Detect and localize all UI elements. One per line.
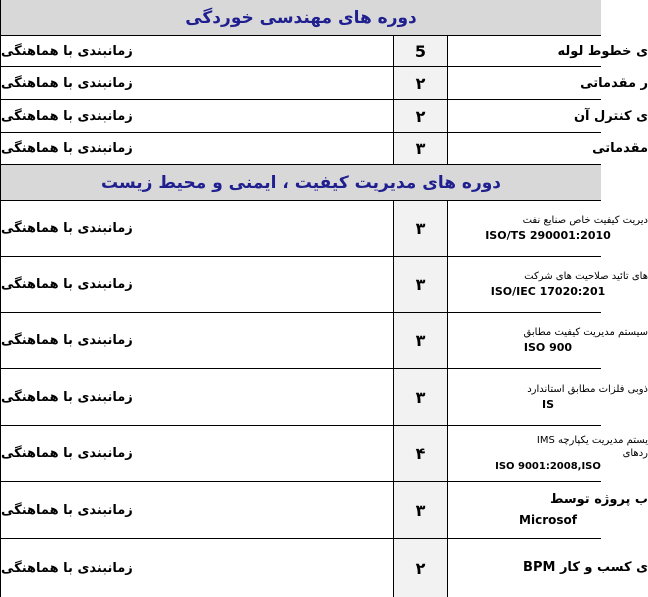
- schedule-cell: زمانبندی با هماهنگی: [1, 560, 133, 576]
- count-cell: ۳: [393, 482, 448, 538]
- course-title-line: یستم مدیریت یکپارچه IMS: [536, 434, 648, 446]
- schedule-cell: زمانبندی با هماهنگی: [1, 108, 133, 124]
- course-standard: ISO 9001:2008,ISO: [495, 460, 601, 472]
- count-cell: ۳: [393, 369, 448, 425]
- course-title-cell: [448, 482, 648, 538]
- count-cell: ۴: [393, 426, 448, 481]
- schedule-cell: زمانبندی با هماهنگی: [1, 141, 133, 156]
- count-cell: ۳: [393, 313, 448, 368]
- schedule-cell: زمانبندی با هماهنگی: [1, 446, 133, 461]
- course-title-line: دیریت کیفیت خاص صنایع نفت: [522, 215, 648, 226]
- table-row: [1, 133, 648, 165]
- table-row: [1, 426, 648, 482]
- section-title: دوره های مدیریت کیفیت ، ایمنی و محیط زیست: [100, 172, 502, 193]
- schedule-cell: زمانبندی با هماهنگی: [1, 221, 133, 236]
- count-cell: ۳: [393, 201, 448, 256]
- count-cell: ۲: [393, 67, 448, 99]
- schedule-cell: زمانبندی با هماهنگی: [1, 502, 133, 518]
- course-standard: Microsof: [519, 513, 577, 527]
- course-title: ر مقدماتی: [580, 75, 648, 91]
- course-title-cell: [448, 369, 648, 425]
- table-row: [1, 257, 648, 313]
- table-row: [1, 369, 648, 426]
- course-title-cell: [448, 313, 648, 368]
- table-row: [1, 201, 648, 257]
- course-title: ی کنترل آن: [573, 108, 648, 124]
- course-title-cell: [448, 67, 648, 99]
- schedule-cell: زمانبندی با هماهنگی: [1, 75, 133, 91]
- course-title-line: سیستم مدیریت کیفیت مطابق: [523, 327, 648, 338]
- schedule-cell: زمانبندی با هماهنگی: [1, 389, 133, 405]
- course-title-line: ردهای: [622, 447, 648, 459]
- count-cell: ۲: [393, 100, 448, 132]
- course-standard: IS: [541, 397, 554, 411]
- count-cell: ۳: [393, 257, 448, 312]
- course-standard: ISO 900: [523, 341, 573, 354]
- table-row: [1, 100, 648, 133]
- course-title-cell: [448, 426, 648, 481]
- count-cell: 5: [393, 36, 448, 66]
- course-standard: ISO/TS 290001:2010: [485, 229, 611, 242]
- section-header-quality-hse: [1, 165, 601, 201]
- schedule-cell: زمانبندی با هماهنگی: [1, 277, 133, 292]
- course-title-line: های تائید صلاحیت های شرکت: [524, 271, 648, 282]
- course-standard: ISO/IEC 17020:201: [490, 285, 606, 298]
- table-row: [1, 67, 648, 100]
- course-title-cell: [448, 36, 648, 66]
- count-cell: ۳: [393, 133, 448, 164]
- table-row: [1, 482, 648, 539]
- course-title-cell: [448, 539, 648, 597]
- table-row: [1, 539, 648, 597]
- course-title: مقدماتی: [592, 141, 648, 156]
- table-row: [1, 36, 648, 67]
- course-title-cell: [448, 201, 648, 256]
- schedule-cell: زمانبندی با هماهنگی: [1, 333, 133, 348]
- table-row: [1, 313, 648, 369]
- course-title-cell: [448, 100, 648, 132]
- section-header-corrosion: [1, 0, 601, 36]
- course-title-line: ذوبی فلزات مطابق استاندارد: [527, 383, 648, 395]
- schedule-cell: زمانبندی با هماهنگی: [1, 43, 133, 59]
- course-title-line: ب پروژه توسط: [549, 492, 648, 507]
- course-title-cell: [448, 257, 648, 312]
- course-title: ی خطوط لوله: [557, 43, 648, 59]
- course-title-cell: [448, 133, 648, 164]
- course-title-line: ی کسب و کار BPM: [523, 560, 648, 575]
- count-cell: ۲: [393, 539, 448, 597]
- section-title: دوره های مهندسی خوردگی: [185, 7, 417, 28]
